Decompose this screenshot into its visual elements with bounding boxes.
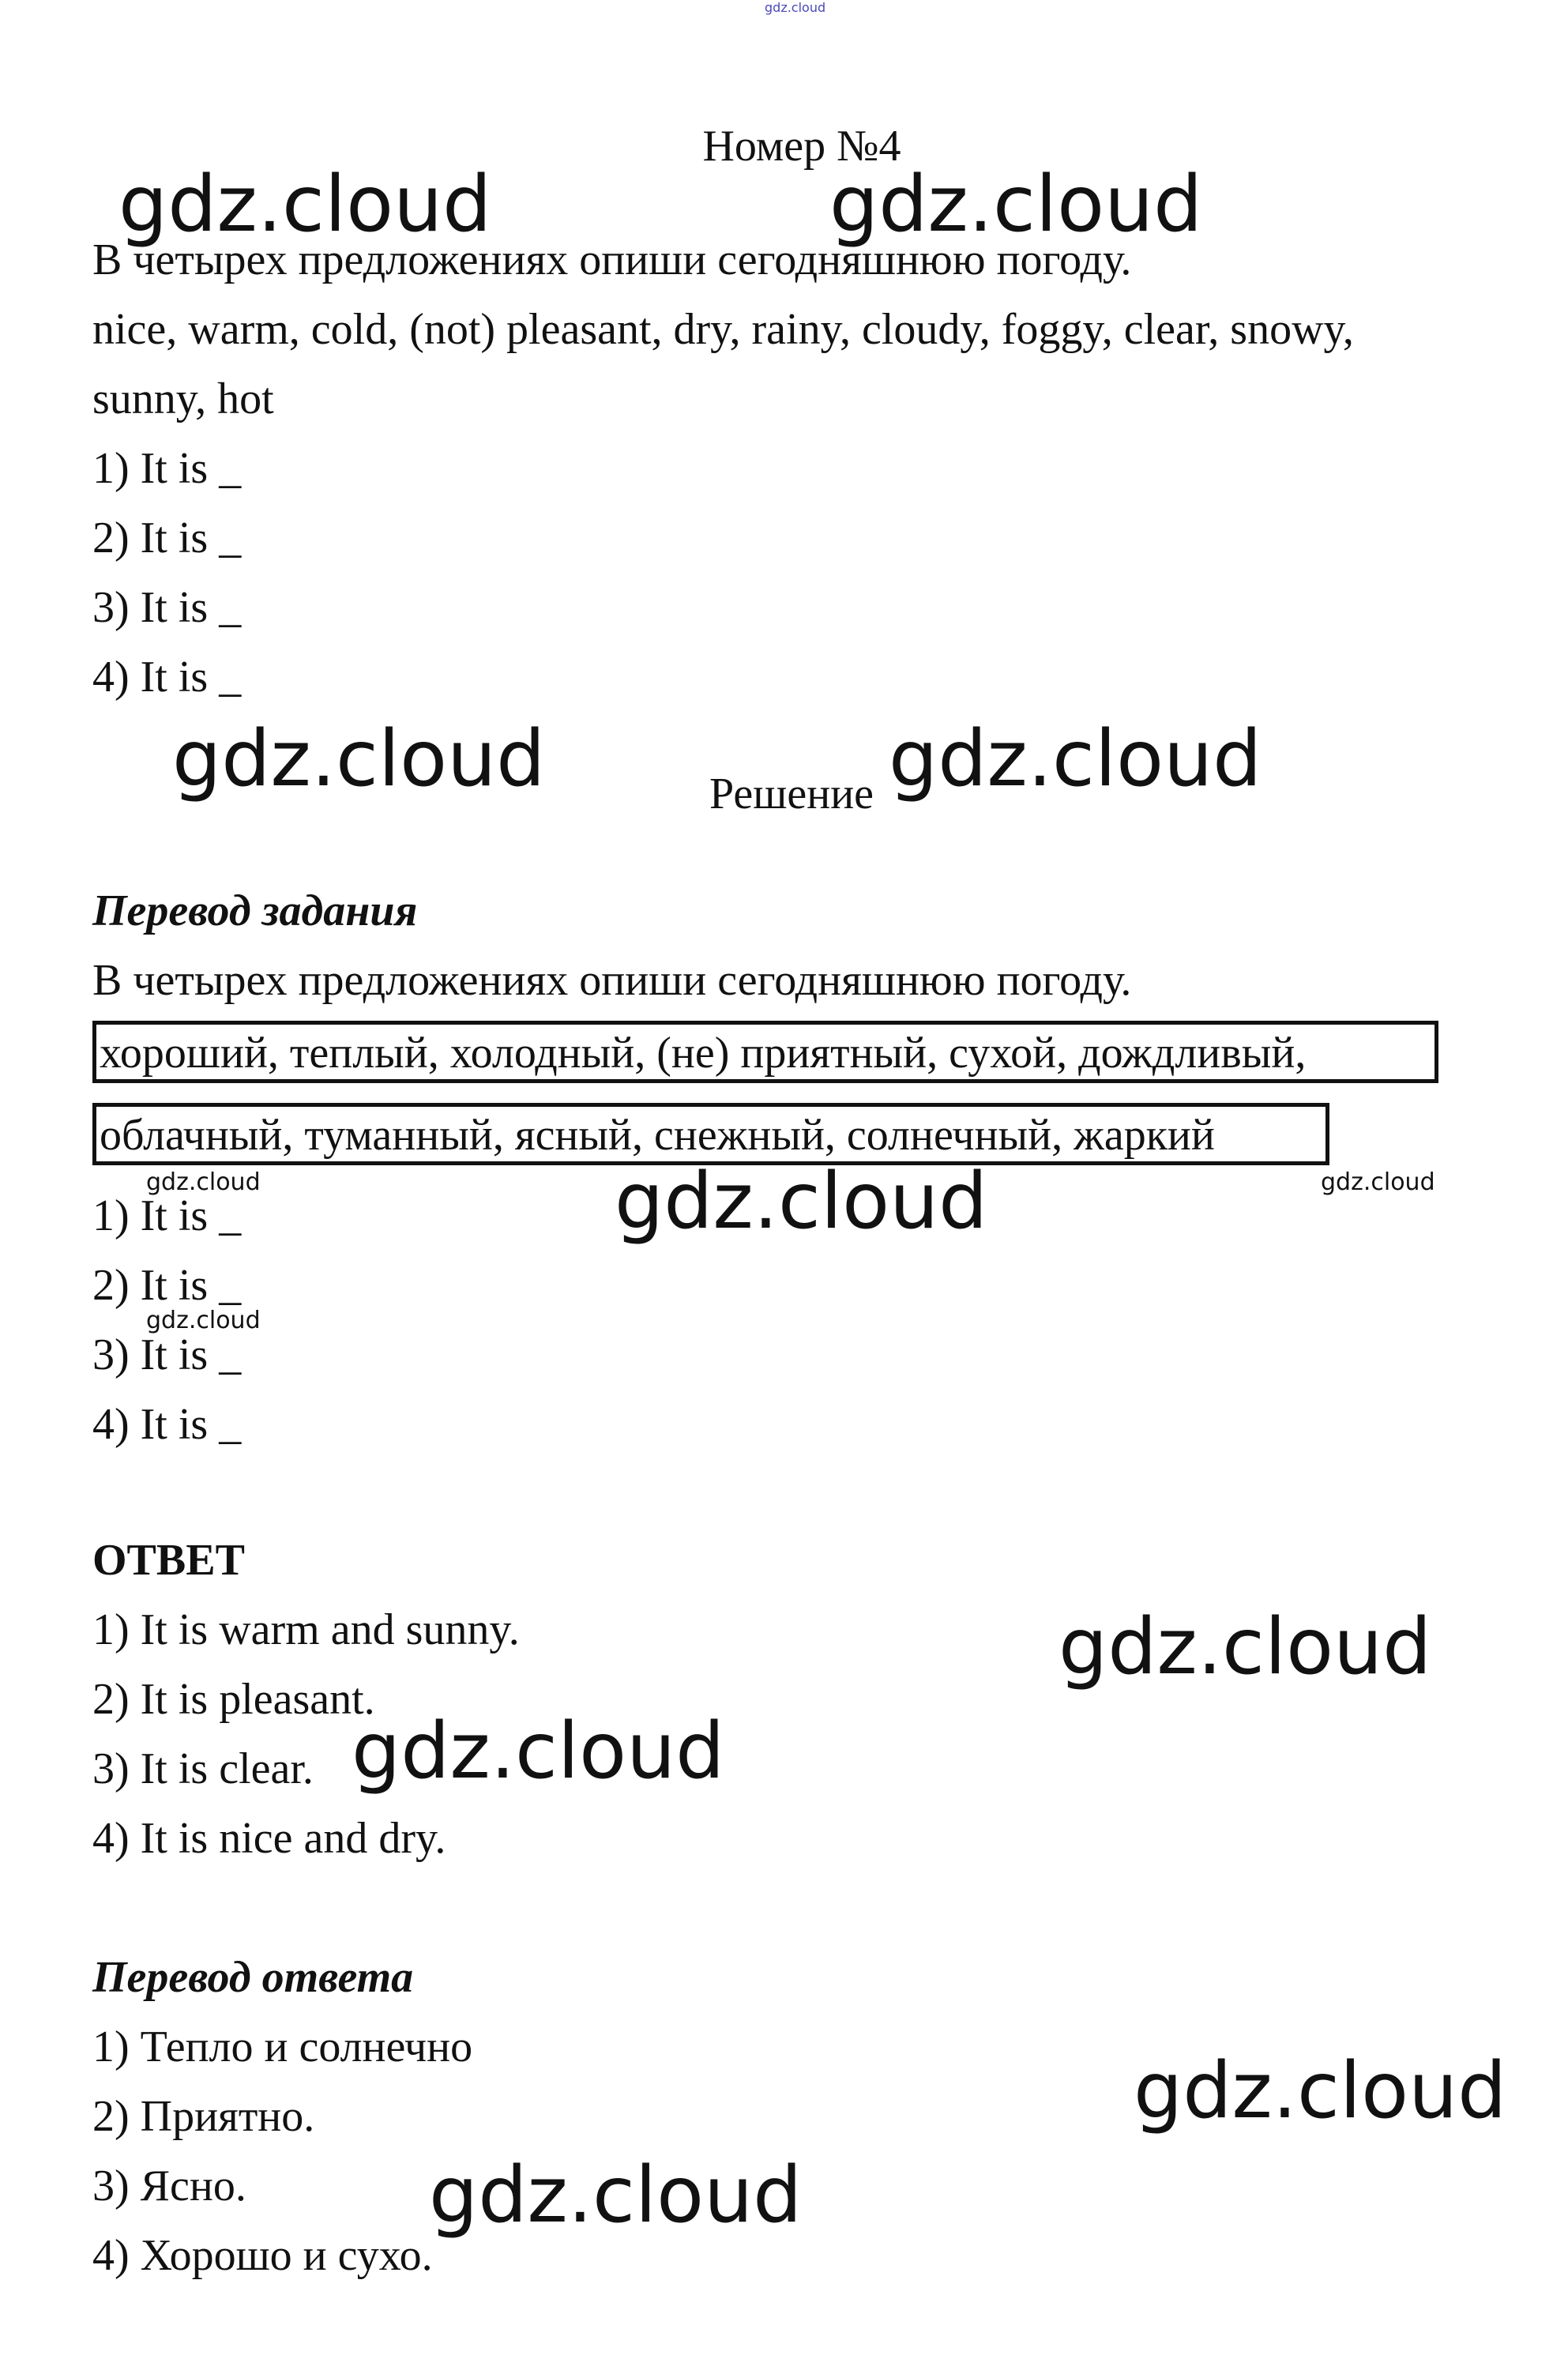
watermark-small: gdz.cloud [1321,1168,1435,1196]
task-item: 4) It is _ [92,653,242,702]
answer-item: 4) It is nice and dry. [92,1814,446,1863]
watermark: gdz.cloud [172,714,546,804]
translation-item: 2) It is _ [92,1261,242,1310]
watermark-top: gdz.cloud [765,0,826,15]
solution-label: Решение [709,769,874,818]
task-words-line-1: nice, warm, cold, (not) pleasant, dry, rainy, cloudy, foggy, clear, snowy, [92,305,1354,354]
task-item: 3) It is _ [92,583,242,632]
watermark: gdz.cloud [1058,1602,1432,1692]
watermark: gdz.cloud [829,160,1203,250]
task-instruction: В четырех предложениях опиши сегодняшнюю погоду. [92,235,1132,284]
watermark: gdz.cloud [1134,2046,1507,2136]
translation-item: 4) It is _ [92,1400,242,1449]
watermark: gdz.cloud [118,160,492,250]
answer-translation-item: 4) Хорошо и сухо. [92,2231,433,2280]
watermark: gdz.cloud [429,2150,803,2240]
page-title: Номер №4 [702,122,901,171]
translation-heading: Перевод задания [92,886,418,935]
watermark: gdz.cloud [615,1157,988,1247]
watermark: gdz.cloud [889,714,1262,804]
translation-words-box-1: хороший, теплый, холодный, (не) приятный, сухой, дождливый, [92,1021,1438,1083]
answer-heading: ОТВЕТ [92,1536,245,1585]
watermark-small: gdz.cloud [146,1168,261,1196]
answer-item: 1) It is warm and sunny. [92,1605,520,1654]
translation-item: 3) It is _ [92,1330,242,1379]
answer-translation-item: 1) Тепло и солнечно [92,2022,473,2071]
translation-words-box-2: облачный, туманный, ясный, снежный, солнечный, жаркий [92,1103,1329,1165]
task-item: 2) It is _ [92,514,242,562]
answer-item: 3) It is clear. [92,1744,314,1793]
translation-instruction: В четырех предложениях опиши сегодняшнюю погоду. [92,956,1132,1005]
translation-item: 1) It is _ [92,1191,242,1240]
watermark: gdz.cloud [352,1706,725,1796]
answer-translation-item: 3) Ясно. [92,2161,246,2210]
answer-translation-heading: Перевод ответа [92,1953,414,2002]
watermark-small: gdz.cloud [146,1307,261,1334]
task-item: 1) It is _ [92,444,242,493]
answer-translation-item: 2) Приятно. [92,2092,315,2141]
task-words-line-2: sunny, hot [92,374,274,423]
answer-item: 2) It is pleasant. [92,1675,375,1724]
